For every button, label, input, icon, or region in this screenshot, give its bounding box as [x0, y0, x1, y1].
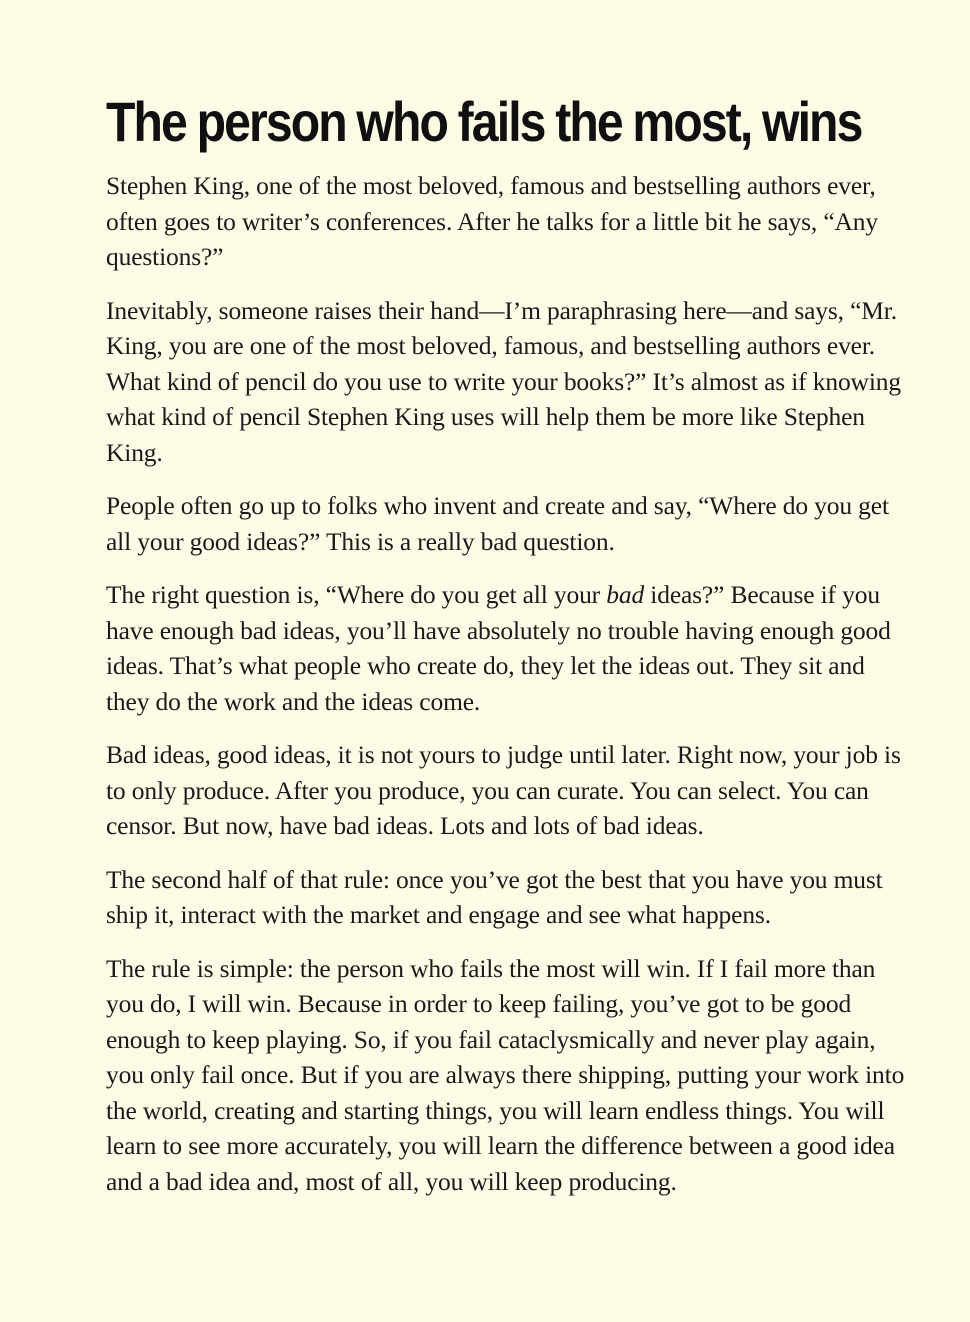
article-title: The person who fails the most, wins — [106, 90, 862, 153]
paragraph-5: Bad ideas, good ideas, it is not yours to judge until later. Right now, your job is to only produce. After you produce, you can curate. You can select. You can censor. But now, have bad ideas. Lots and lots of bad ideas. — [106, 740, 901, 840]
paragraph-4-emphasis: bad — [606, 580, 645, 609]
paragraph-6: The second half of that rule: once you’ve got the best that you have you must ship it, interact with the market and engage and see what happens. — [106, 864, 883, 929]
paragraph-4 — [106, 577, 912, 719]
paragraph-3: People often go up to folks who invent and create and say, “Where do you get all your good ideas?” This is a really bad question. — [106, 491, 889, 556]
paragraph-7: The rule is simple: the person who fails the most will win. If I fail more than you do, I will win. Because in order to keep failing, you’ve got to be good enough to keep playing. So, if you fail cataclysmically and never play again, you only fail once. But if you are always there shipping, putting your work into the world, creating and starting things, you will learn endless things. You will learn to see more accurately, you will learn the difference between a good idea and a bad idea and, most of all, you will keep producing. — [106, 953, 905, 1196]
paragraph-4-text-before: The right question is, “Where do you get all your — [106, 580, 607, 609]
paragraph-1: Stephen King, one of the most beloved, famous and bestselling authors ever, often goes to writer’s conferences. After he talks for a little bit he says, “Any questions?” — [106, 171, 878, 271]
paragraph-4-text-after: ideas?” Because if you have enough bad ideas, you’ll have absolutely no trouble having enough good ideas. That’s what people who create do, they let the ideas out. They sit and they do the work and the ideas come. — [106, 580, 891, 716]
paragraph-2: Inevitably, someone raises their hand—I’m paraphrasing here—and says, “Mr. King, you are one of the most beloved, famous, and bestselling authors ever. What kind of pencil do you use to write your books?” It’s almost as if knowing what kind of pencil Stephen King uses will help them be more like Stephen King. — [106, 295, 901, 467]
article — [106, 92, 912, 1217]
